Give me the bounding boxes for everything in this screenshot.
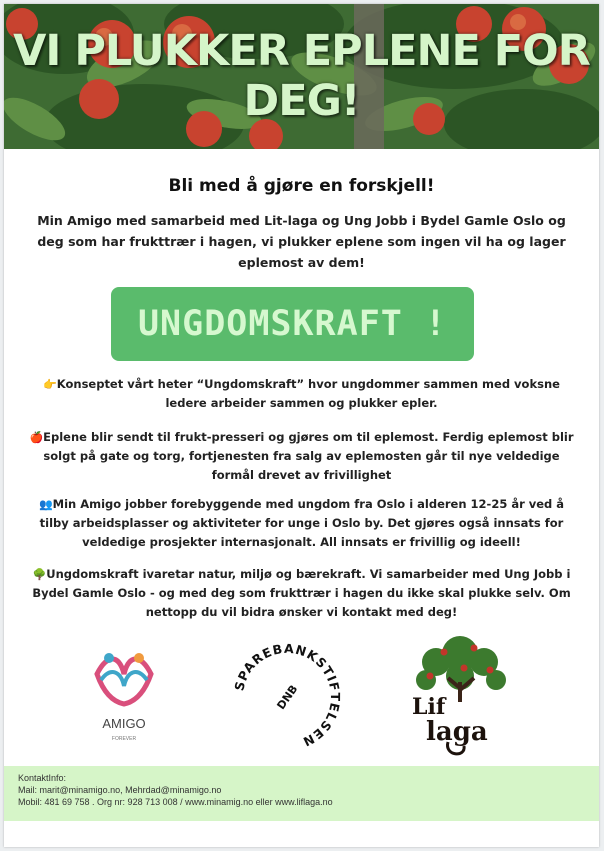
people-icon: 👥 [38, 498, 53, 511]
page-title [4, 26, 599, 126]
intro-text: Min Amigo med samarbeid med Lit-laga og Ung Jobb i Bydel Gamle Oslo og deg som har frukttrær i hagen, vi plukker eplene som ingen vil ha og lager eplemost av dem! [37, 213, 566, 270]
contact-footer [4, 766, 599, 821]
laga-text: laga [426, 717, 488, 747]
contact-phone: Mobil: 481 69 758 . Org nr: 928 713 008 / www.minamig.no eller www.liflaga.no [18, 797, 333, 807]
amigo-tagline: FOREVER [111, 736, 137, 742]
subtitle: Bli med å gjøre en forskjell! [168, 176, 435, 196]
ungdomskraft-button[interactable]: UNGDOMSKRAFT ! [111, 287, 474, 361]
paragraph-apples [26, 428, 577, 485]
paragraph-nature [26, 565, 577, 622]
paragraph-text: Min Amigo jobber forebyggende med ungdom fra Oslo i alderen 12-25 år ved å tilby arbeidsplasser og aktiviteter for unge i Oslo by. Det gjøres også innsats for veldedige prosjekter internasjonalt. All innsats er frivillig og ideell! [39, 497, 565, 549]
liflaga-logo [404, 632, 516, 760]
dnb-ring-text: SPAREBANKSTIFTELSEN [231, 640, 344, 750]
sparebankstiftelsen-logo [222, 632, 352, 762]
title-line-2: DEG! [243, 76, 360, 126]
dnb-center-text: DNB [274, 682, 301, 712]
paragraph-text: Eplene blir sendt til frukt-presseri og gjøres om til eplemost. Ferdig eplemost blir solgt på gate og torg, fortjenesten fra salg av eplemosten går til nye veldedige formål drevet av frivillighet [43, 430, 574, 482]
tree-icon: 🌳 [32, 568, 47, 581]
amigo-logo [89, 644, 159, 744]
paragraph-text: Ungdomskraft ivaretar natur, miljø og bærekraft. Vi samarbeider med Ung Jobb i Bydel Gamle Oslo - og med deg som frukttrær i hagen du ikke skal plukke selv. Om nettopp du vil bidra ønsker vi kontakt med deg! [32, 567, 571, 619]
apple-icon: 🍎 [29, 431, 44, 444]
amigo-name: AMIGO [102, 716, 146, 731]
title-line-1: VI PLUKKER EPLENE FOR [13, 26, 590, 76]
pointing-hand-icon: 👉 [43, 378, 57, 391]
paragraph-concept [26, 375, 577, 413]
contact-mail: Mail: marit@minamigo.no, Mehrdad@minamigo.no [18, 785, 222, 795]
hero-banner [4, 4, 599, 149]
contact-heading: KontaktInfo: [18, 773, 67, 783]
lif-text: Lif [412, 694, 446, 720]
paragraph-text: Konseptet vårt heter “Ungdomskraft” hvor ungdommer sammen med voksne ledere arbeider sammen og plukker epler. [56, 377, 560, 410]
paragraph-amigo [26, 495, 577, 552]
flyer-page [4, 4, 599, 847]
